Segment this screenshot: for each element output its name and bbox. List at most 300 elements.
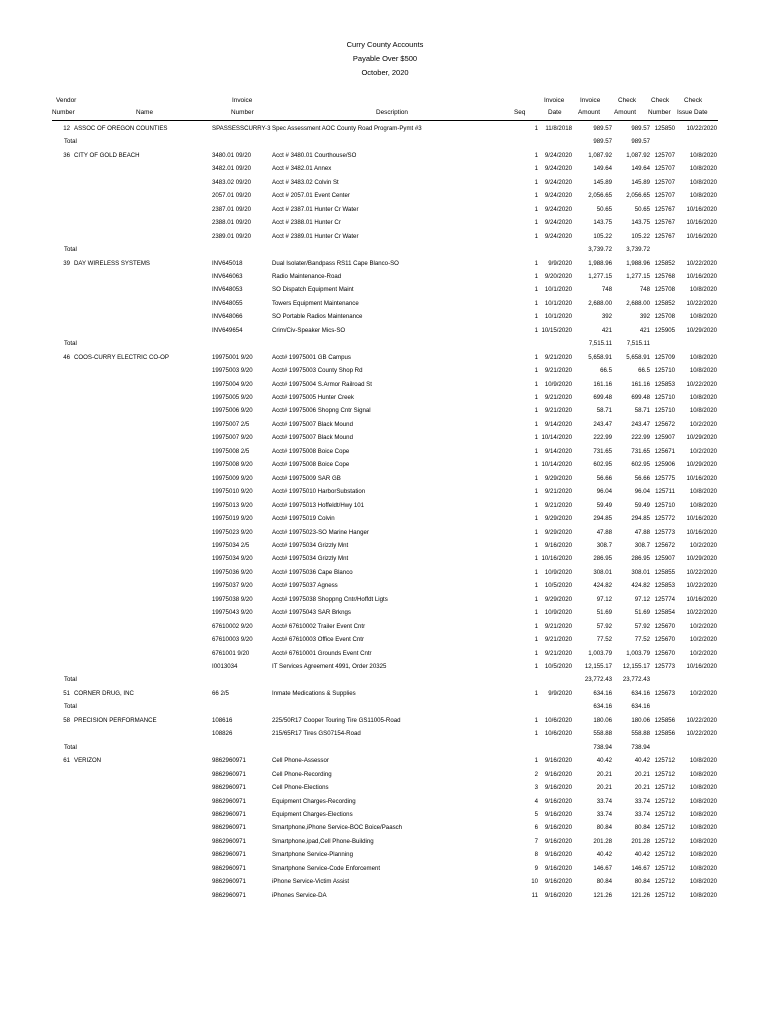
table-row [0,768,770,781]
invoice-amount: 40.42 [596,851,612,859]
invoice-date: 9/21/2020 [544,636,572,644]
check-number: 125672 [654,420,675,428]
invoice-number: 2057.01 09/20 [212,192,251,200]
table-row [0,552,770,565]
description: Acct# 19975009 SAR GB [272,474,341,482]
check-amount: 161.16 [631,380,650,388]
invoice-number: 19975010 9/20 [212,488,253,496]
invoice-date: 9/24/2020 [544,192,572,200]
check-issue-date: 10/16/2020 [686,595,717,603]
seq: 1 [534,192,538,200]
invoice-date: 10/6/2020 [544,730,572,738]
invoice-amount: 51.69 [596,609,612,617]
invoice-number: 9862960971 [212,824,246,832]
seq: 1 [534,367,538,375]
invoice-amount: 1,087.92 [588,151,612,159]
table-row [0,418,770,431]
check-number: 125712 [654,824,675,832]
invoice-date: 10/5/2020 [544,663,572,670]
seq: 1 [534,151,538,159]
invoice-amount: 33.74 [596,810,612,818]
invoice-date: 9/21/2020 [544,622,572,630]
invoice-number: INV648053 [212,286,243,294]
description: Acct # 3480.01 Courthouse/SO [272,151,357,159]
check-number: 125712 [654,797,675,805]
description: Crim/Civ-Speaker Mics-SO [272,326,346,334]
table-row [0,620,770,633]
table-row [0,378,770,391]
check-amount: 97.12 [634,595,650,603]
check-amount: 558.88 [631,730,650,738]
check-amount: 2,056.65 [626,192,650,200]
description: SO Portable Radios Maintenance [272,313,363,321]
invoice-date: 9/16/2020 [544,864,572,872]
check-amount: 40.42 [634,757,650,765]
check-number: 125856 [654,730,675,738]
check-amount: 731.65 [631,447,650,455]
invoice-number: 2389.01 09/20 [212,232,251,240]
seq: 1 [534,420,538,428]
check-issue-date: 10/8/2020 [689,178,717,186]
invoice-amount: 33.74 [596,797,612,805]
check-issue-date: 10/8/2020 [689,824,717,832]
column-header-check-number-1: Check [651,97,670,104]
check-number: 125906 [654,461,675,469]
table-row [0,539,770,552]
check-issue-date: 10/16/2020 [686,205,717,213]
invoice-date: 9/21/2020 [544,367,572,375]
description: Acct# 19975003 County Shop Rd [272,367,363,375]
description: SO Dispatch Equipment Maint [272,286,354,294]
invoice-number: 19975007 9/20 [212,434,253,442]
invoice-amount: 66.5 [600,367,612,375]
check-number: 125907 [654,434,675,442]
seq: 1 [534,380,538,388]
check-issue-date: 10/29/2020 [686,555,717,563]
invoice-number: 67610002 9/20 [212,622,253,630]
invoice-number: SPASSESSCURRY-3 [212,125,271,132]
table-row [0,216,770,229]
description: Acct# 19975043 SAR Brkngs [272,609,351,617]
seq: 1 [534,757,538,765]
invoice-amount: 989.57 [593,125,612,132]
invoice-date: 10/1/2020 [544,299,572,307]
check-number: 125710 [654,407,675,415]
check-issue-date: 10/2/2020 [689,622,717,630]
check-issue-date: 10/16/2020 [686,663,717,670]
invoice-amount: 308.7 [596,541,612,549]
report-title-line-2: Payable Over $500 [352,54,418,63]
table-row [0,848,770,861]
description: Acct# 67610001 Grounds Event Cntr [272,649,372,657]
invoice-number: 9862960971 [212,878,246,886]
description: Acct# 19975007 Black Mound [272,420,353,428]
check-issue-date: 10/16/2020 [686,474,717,482]
description: Acct# 19975013 Hoffeldt/Hwy 101 [272,501,365,509]
table-row [0,808,770,821]
check-issue-date: 10/8/2020 [689,407,717,415]
description: Acct# 19975023-SO Marine Hanger [272,528,369,536]
seq: 1 [534,582,538,590]
total-label: Total [64,138,77,146]
check-issue-date: 10/22/2020 [686,730,717,738]
check-number: 125707 [654,178,675,186]
vendor-number: 46 [63,353,70,361]
check-amount: 20.21 [634,784,650,792]
invoice-amount: 47.88 [596,528,612,536]
invoice-number: 19975034 2/5 [212,541,250,549]
description: 215/65R17 Tires GS07154-Road [272,730,361,738]
invoice-number: 19975004 9/20 [212,380,253,388]
check-amount: 57.92 [634,622,650,630]
seq: 1 [534,165,538,173]
check-issue-date: 10/8/2020 [689,784,717,792]
check-number: 125670 [654,622,675,630]
check-issue-date: 10/8/2020 [689,192,717,200]
invoice-date: 9/16/2020 [544,757,572,765]
invoice-number: 19975043 9/20 [212,609,253,617]
invoice-date: 9/29/2020 [544,474,572,482]
check-number: 125775 [654,474,675,482]
invoice-number: 19975001 9/20 [212,353,253,361]
description: Acct# 19975034 Grizzly Mnt [272,541,349,549]
check-amount: 77.52 [634,636,650,644]
total-label: Total [64,743,77,751]
description: Acct# 19975037 Agness [272,582,338,590]
check-amount: 286.95 [631,555,650,563]
column-header-description: Description [376,109,408,116]
total-label: Total [64,246,77,254]
seq: 6 [534,824,538,832]
table-row [0,364,770,377]
vendor-number: 61 [63,757,70,765]
check-amount: 308.01 [631,568,650,576]
check-amount: 201.28 [631,837,650,845]
check-number: 125670 [654,636,675,644]
table-row [0,189,770,202]
invoice-number: INV648055 [212,299,243,307]
seq: 1 [534,488,538,496]
column-header-seq: Seq [514,109,526,116]
invoice-date: 9/16/2020 [544,797,572,805]
seq: 1 [534,501,538,509]
seq: 1 [534,299,538,307]
check-issue-date: 10/2/2020 [689,649,717,657]
seq: 1 [534,663,538,670]
check-issue-date: 10/8/2020 [689,165,717,173]
invoice-date: 9/16/2020 [544,891,572,899]
seq: 1 [534,407,538,415]
check-amount: 40.42 [634,851,650,859]
table-row [0,566,770,579]
check-issue-date: 10/8/2020 [689,837,717,845]
invoice-amount: 161.16 [593,380,612,388]
invoice-date: 10/1/2020 [544,286,572,294]
table-row [0,122,770,135]
check-number: 125673 [654,689,675,697]
table-row [0,862,770,875]
invoice-amount: 3,739.72 [588,246,612,254]
check-number: 125767 [654,205,675,213]
seq: 1 [534,353,538,361]
invoice-amount: 731.65 [593,447,612,455]
invoice-date: 9/21/2020 [544,501,572,509]
description: Acct# 67610003 Office Event Cntr [272,636,365,644]
description: Dual Isolater/Bandpass RS11 Cape Blanco-SO [272,259,399,267]
invoice-number: 66 2/5 [212,689,229,697]
table-row [0,431,770,444]
seq: 1 [534,689,538,697]
description: Smartphone Service-Planning [272,851,353,859]
check-number: 125772 [654,515,675,523]
check-number: 125853 [654,582,675,590]
check-number: 125707 [654,192,675,200]
description: Acct# 19975010 HarborSubstation [272,488,366,496]
table-row [0,203,770,216]
total-row [0,700,770,713]
total-label: Total [64,676,77,684]
check-amount: 5,658.91 [626,353,650,361]
invoice-number: 19975019 9/20 [212,515,253,523]
description: IT Services Agreement 4991, Order 20325 [272,663,387,670]
check-issue-date: 10/22/2020 [686,609,717,617]
vendor-name: PRECISION PERFORMANCE [74,716,157,724]
invoice-amount: 80.84 [596,878,612,886]
column-header-check-issue-1: Check [684,97,703,104]
check-amount: 47.88 [634,528,650,536]
invoice-amount: 286.95 [593,555,612,563]
table-row [0,297,770,310]
invoice-number: 19975036 9/20 [212,568,253,576]
check-amount: 602.95 [631,461,650,469]
invoice-date: 9/14/2020 [544,420,572,428]
check-amount: 3,739.72 [626,246,650,254]
invoice-number: 19975007 2/5 [212,420,250,428]
description: Acct# 19975008 Boice Cope [272,447,350,455]
invoice-date: 9/21/2020 [544,649,572,657]
check-issue-date: 10/8/2020 [689,810,717,818]
check-issue-date: 10/22/2020 [686,380,717,388]
check-issue-date: 10/22/2020 [686,125,717,132]
table-row [0,230,770,243]
invoice-date: 9/20/2020 [544,272,572,280]
vendor-name: CITY OF GOLD BEACH [74,151,140,159]
check-number: 125850 [654,125,675,132]
check-amount: 180.06 [631,716,650,724]
invoice-number: 3482.01 09/20 [212,165,251,173]
total-row [0,243,770,256]
invoice-amount: 308.01 [593,568,612,576]
check-amount: 96.04 [634,488,650,496]
description: 225/50R17 Cooper Touring Tire GS11005-Road [272,716,401,724]
table-row [0,714,770,727]
check-issue-date: 10/2/2020 [689,420,717,428]
table-row [0,270,770,283]
invoice-amount: 424.82 [593,582,612,590]
table-row [0,283,770,296]
check-number: 125773 [654,663,675,670]
description: Acct # 3483.02 Colvin St [272,178,339,186]
check-amount: 51.69 [634,609,650,617]
check-amount: 738.94 [631,743,650,751]
vendor-name: DAY WIRELESS SYSTEMS [74,259,150,267]
check-amount: 989.57 [631,138,650,146]
column-header-check-issue-2: Issue Date [677,109,708,116]
invoice-amount: 12,155.17 [584,663,612,670]
check-issue-date: 10/8/2020 [689,878,717,886]
invoice-date: 9/24/2020 [544,151,572,159]
check-number: 125767 [654,219,675,227]
check-amount: 59.49 [634,501,650,509]
invoice-number: 108616 [212,716,233,724]
invoice-date: 10/5/2020 [544,582,572,590]
invoice-date: 10/6/2020 [544,716,572,724]
check-amount: 424.82 [631,582,650,590]
report-title-line-3: October, 2020 [361,68,409,77]
check-amount: 33.74 [634,797,650,805]
check-amount: 634.16 [631,689,650,697]
check-amount: 149.64 [631,165,650,173]
invoice-amount: 222.99 [593,434,612,442]
check-number: 125855 [654,568,675,576]
check-issue-date: 10/8/2020 [689,757,717,765]
seq: 1 [534,528,538,536]
invoice-amount: 59.49 [596,501,612,509]
table-row [0,579,770,592]
total-row [0,741,770,754]
check-issue-date: 10/8/2020 [689,151,717,159]
check-amount: 33.74 [634,810,650,818]
invoice-date: 11/8/2018 [545,125,572,132]
invoice-amount: 7,515.11 [588,340,612,348]
invoice-amount: 738.94 [593,743,612,751]
table-row [0,687,770,700]
table-row [0,606,770,619]
invoice-number: 19975008 2/5 [212,447,250,455]
check-number: 125707 [654,151,675,159]
check-number: 125712 [654,810,675,818]
vendor-number: 58 [63,716,70,724]
check-amount: 80.84 [634,878,650,886]
invoice-number: 9862960971 [212,851,246,859]
check-amount: 1,087.92 [626,151,650,159]
check-issue-date: 10/8/2020 [689,394,717,401]
check-amount: 121.26 [631,891,650,899]
check-amount: 392 [639,313,650,321]
table-row [0,647,770,660]
table-row [0,176,770,189]
invoice-amount: 392 [601,313,612,321]
invoice-amount: 97.12 [596,595,612,603]
invoice-amount: 201.28 [593,837,612,845]
check-issue-date: 10/2/2020 [689,636,717,644]
description: Acct# 19975008 Boice Cope [272,461,350,469]
invoice-date: 9/24/2020 [544,205,572,213]
check-issue-date: 10/22/2020 [686,259,717,267]
check-issue-date: 10/8/2020 [689,313,717,321]
check-number: 125712 [654,891,675,899]
description: Acct# 19975019 Colvin [272,515,335,523]
description: iPhones Service-DA [272,891,327,899]
invoice-date: 9/21/2020 [544,407,572,415]
description: Acct # 2057.01 Event Center [272,192,350,200]
column-header-vendor: Vendor [56,97,77,104]
invoice-number: 9862960971 [212,837,246,845]
invoice-number: 19975009 9/20 [212,474,253,482]
seq: 4 [534,797,538,805]
invoice-date: 10/15/2020 [541,326,572,334]
check-number: 125712 [654,864,675,872]
table-row [0,149,770,162]
check-number: 125709 [654,353,675,361]
check-amount: 50.65 [634,205,650,213]
check-number: 125672 [654,541,675,549]
check-issue-date: 10/22/2020 [686,582,717,590]
invoice-date: 10/9/2020 [544,609,572,617]
description: Cell Phone-Assessor [272,757,329,765]
vendor-number: 51 [63,689,70,697]
invoice-amount: 121.26 [593,891,612,899]
invoice-amount: 23,772.43 [584,676,612,684]
seq: 1 [534,205,538,213]
seq: 1 [534,515,538,523]
check-issue-date: 10/16/2020 [686,219,717,227]
column-header-vendor-number: Number [52,109,75,116]
invoice-amount: 143.75 [593,219,612,227]
invoice-number: 19975006 9/20 [212,407,253,415]
invoice-number: 3483.02 09/20 [212,178,251,186]
seq: 1 [534,394,538,401]
seq: 1 [534,125,538,132]
description: Acct # 2387.01 Hunter Cr Water [272,205,359,213]
check-number: 125853 [654,380,675,388]
check-issue-date: 10/8/2020 [689,501,717,509]
check-number: 125773 [654,528,675,536]
invoice-date: 9/21/2020 [544,394,572,401]
invoice-number: 9862960971 [212,770,246,778]
table-row [0,445,770,458]
invoice-date: 9/29/2020 [544,595,572,603]
check-number: 125710 [654,501,675,509]
report-title-line-1: Curry County Accounts [346,40,424,49]
description: iPhone Service-Victim Assist [272,878,350,886]
total-row [0,673,770,686]
invoice-number: 9862960971 [212,810,246,818]
invoice-amount: 699.48 [593,394,612,401]
invoice-amount: 146.67 [593,864,612,872]
invoice-date: 9/9/2020 [548,689,572,697]
table-row [0,526,770,539]
invoice-amount: 50.65 [596,205,612,213]
table-row [0,351,770,364]
invoice-number: INV649654 [212,326,243,334]
description: Acct # 3482.01 Annex [272,165,332,173]
seq: 1 [534,313,538,321]
description: Acct # 2389.01 Hunter Cr Water [272,232,359,240]
table-row [0,795,770,808]
seq: 1 [534,286,538,294]
seq: 3 [534,784,538,792]
invoice-date: 9/14/2020 [544,447,572,455]
table-row [0,485,770,498]
invoice-number: 2388.01 09/20 [212,219,251,227]
invoice-date: 9/29/2020 [544,528,572,536]
table-row [0,781,770,794]
description: Acct# 19975006 Shopng Cntr Signal [272,407,371,415]
invoice-date: 9/21/2020 [544,353,572,361]
invoice-amount: 40.42 [596,757,612,765]
check-amount: 105.22 [631,232,650,240]
